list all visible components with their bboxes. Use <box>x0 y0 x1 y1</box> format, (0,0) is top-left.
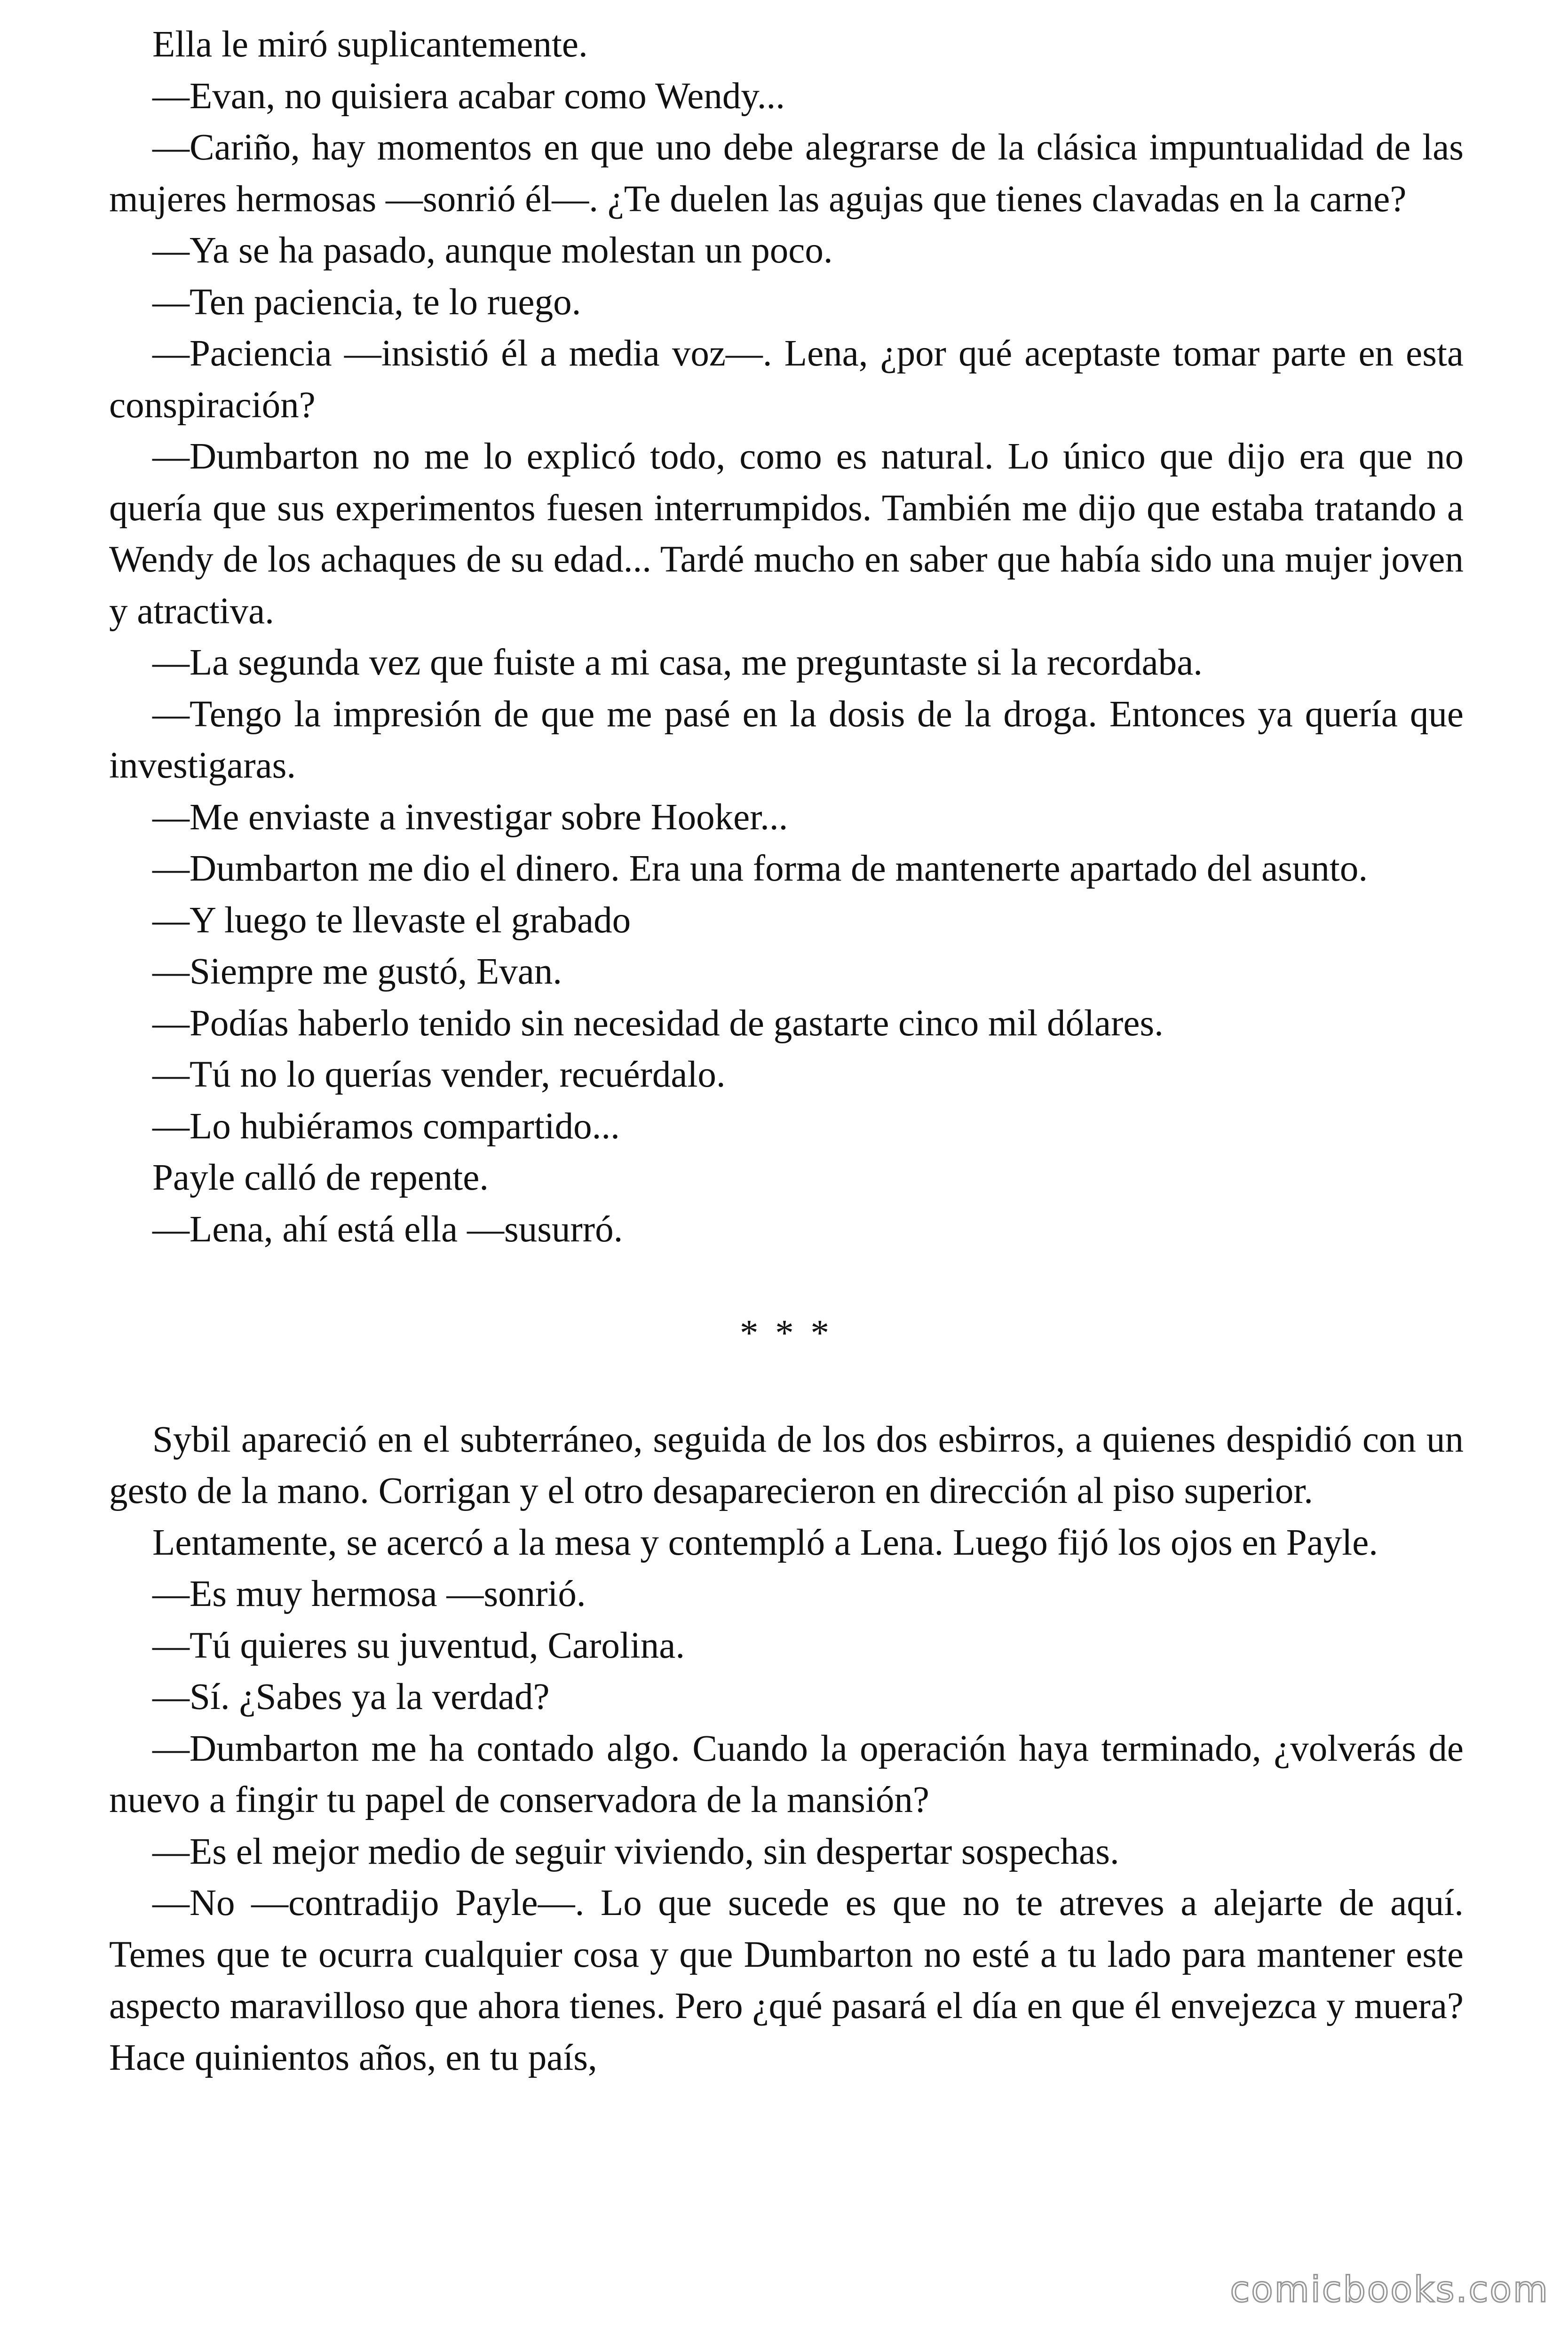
paragraph: Ella le miró suplicantemente. <box>152 24 588 65</box>
text-block-before-break <box>109 19 1464 1255</box>
paragraph: —Podías haberlo tenido sin necesidad de gastarte cinco mil dólares. <box>152 1002 1164 1044</box>
paragraph: Lentamente, se acercó a la mesa y contempló a Lena. Luego fijó los ojos en Payle. <box>152 1522 1378 1563</box>
paragraph: —Dumbarton no me lo explicó todo, como es natural. Lo único que dijo era que no quería que sus experimentos fuesen interrumpidos. También me dijo que estaba tratando a Wendy de los achaques de su edad... Tardé mucho en saber que había sido una mujer joven y atractiva. <box>109 436 1464 632</box>
scene-break: * * * <box>740 1313 833 1354</box>
paragraph: —Siempre me gustó, Evan. <box>152 951 562 992</box>
paragraph: —Tú no lo querías vender, recuérdalo. <box>152 1054 726 1095</box>
paragraph: —Y luego te llevaste el grabado <box>152 899 631 941</box>
paragraph: —Dumbarton me ha contado algo. Cuando la operación haya terminado, ¿volverás de nuevo a fingir tu papel de conservadora de la mansión? <box>109 1728 1464 1820</box>
paragraph: —Es el mejor medio de seguir viviendo, sin despertar sospechas. <box>152 1831 1119 1872</box>
site-watermark: comicbooks.com <box>1230 2268 1549 2310</box>
paragraph: —Cariño, hay momentos en que uno debe alegrarse de la clásica impuntualidad de las mujeres hermosas —sonrió él—. ¿Te duelen las agujas que tienes clavadas en la carne? <box>109 127 1464 220</box>
paragraph: Payle calló de repente. <box>152 1157 489 1198</box>
text-block-after-break <box>109 1414 1464 2084</box>
paragraph: —Tengo la impresión de que me pasé en la dosis de la droga. Entonces ya quería que investigaras. <box>109 693 1464 786</box>
paragraph: —Ya se ha pasado, aunque molestan un poco. <box>152 230 833 271</box>
paragraph: —Dumbarton me dio el dinero. Era una forma de mantenerte apartado del asunto. <box>152 848 1368 889</box>
paragraph: —Me enviaste a investigar sobre Hooker... <box>152 796 788 838</box>
paragraph: —Ten paciencia, te lo ruego. <box>152 281 581 323</box>
paragraph: —Lo hubiéramos compartido... <box>152 1105 620 1147</box>
paragraph: —No —contradijo Payle—. Lo que sucede es que no te atreves a alejarte de aquí. Temes que te ocurra cualquier cosa y que Dumbarton no esté a tu lado para mantener este aspecto maravilloso que ahora tienes. Pero ¿qué pasará el día en que él envejezca y muera? Hace quinientos años, en tu país, <box>109 1883 1464 2078</box>
paragraph: —Es muy hermosa —sonrió. <box>152 1573 586 1614</box>
paragraph: —Lena, ahí está ella —susurró. <box>152 1208 623 1250</box>
paragraph: —Paciencia —insistió él a media voz—. Lena, ¿por qué aceptaste tomar parte en esta conspiración? <box>109 333 1464 426</box>
book-page <box>109 19 1464 2083</box>
paragraph: Sybil apareció en el subterráneo, seguida de los dos esbirros, a quienes despidió con un gesto de la mano. Corrigan y el otro desaparecieron en dirección al piso superior. <box>109 1419 1464 1511</box>
paragraph: —Sí. ¿Sabes ya la verdad? <box>152 1677 550 1717</box>
paragraph: —La segunda vez que fuiste a mi casa, me preguntaste si la recordaba. <box>152 642 1203 683</box>
paragraph: —Tú quieres su juventud, Carolina. <box>152 1625 685 1666</box>
paragraph: —Evan, no quisiera acabar como Wendy... <box>152 75 785 117</box>
